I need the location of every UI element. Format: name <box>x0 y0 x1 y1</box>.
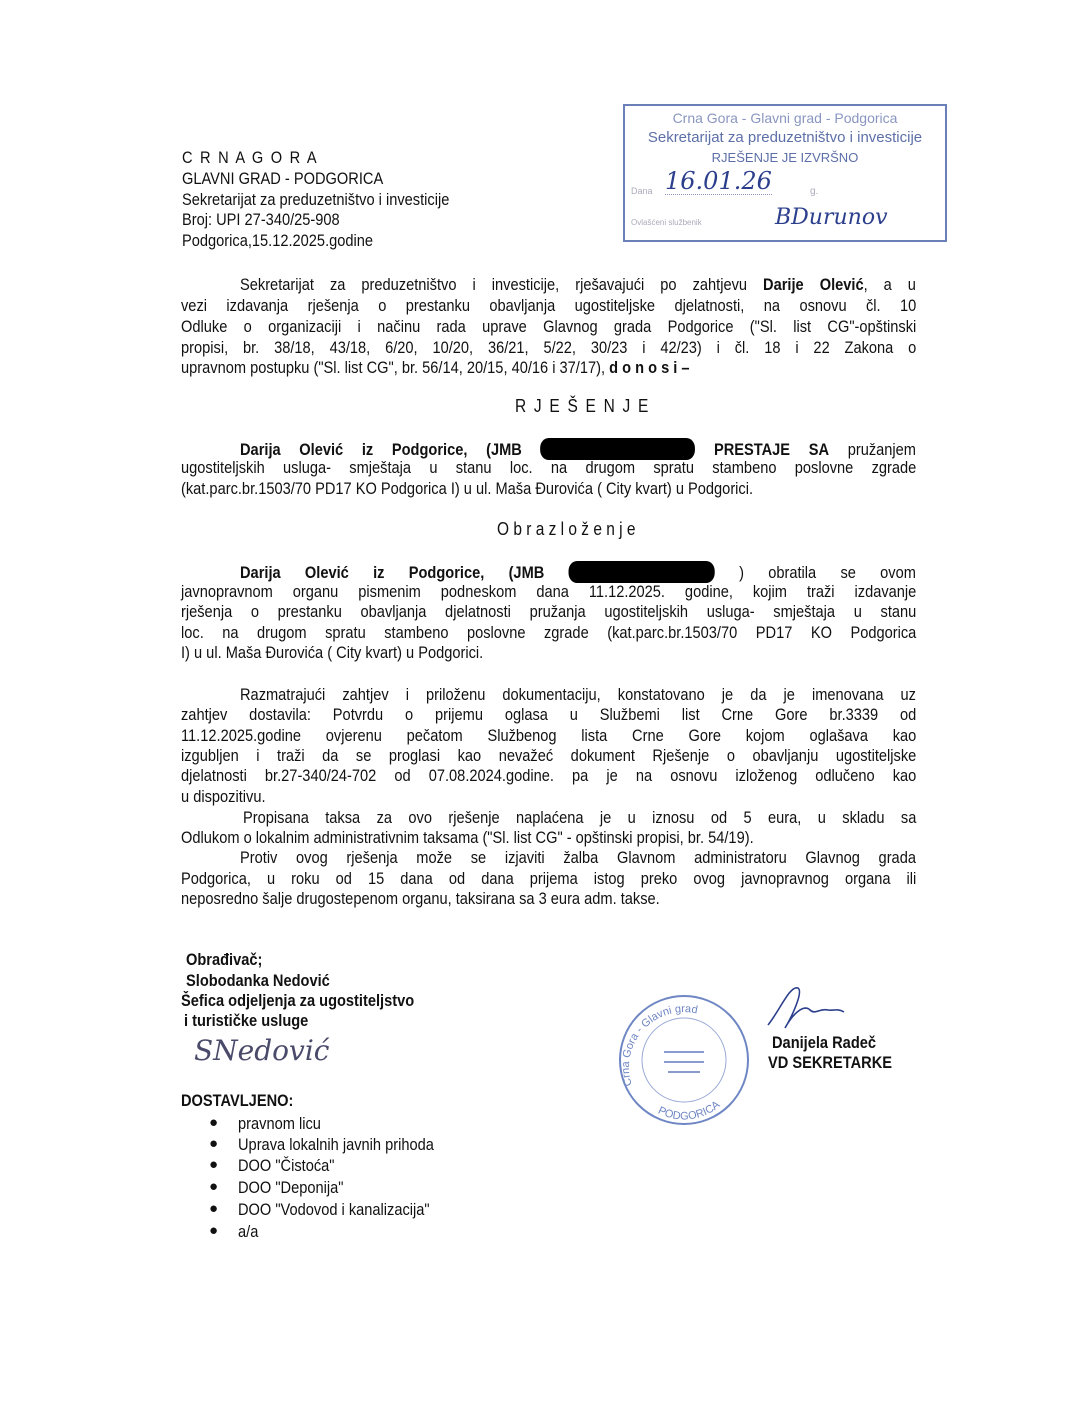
decision-line: ugostiteljskih usluga- smještaja u stanu loc. na drugom spratu stambeno poslovne zgrade <box>181 458 917 477</box>
stamp-date-label: Dana <box>631 186 653 196</box>
reasoning-line: rješenja o prestanku obavljanja djelatnosti pružanja ugostiteljskih usluga- smještaja u stanu <box>181 602 917 621</box>
stamp-line1: Crna Gora - Glavni grad - Podgorica <box>672 110 898 126</box>
redacted-jmb <box>569 561 715 583</box>
reasoning-line: zahtjev dostavila: Potvrdu o prijemu oglasa u Službemi list Crne Gore br.3339 od <box>181 705 917 724</box>
reasoning-line: loc. na drugom spratu stambeno poslovne zgrade (kat.parc.br.1503/70 PD17 KO Podgorica <box>181 623 917 642</box>
reasoning-line: I) u ul. Maša Đurovića ( City kvart) u Podgorici. <box>181 643 484 662</box>
header-number: Broj: UPI 27-340/25-908 <box>182 210 340 229</box>
stamp-signature: BDurunov <box>775 205 888 230</box>
reasoning-line: 11.12.2025.godine ovjerenu pečatom Službenog lista Crne Gore kojom oglašava kao <box>181 726 917 745</box>
list-item: DOO "Vodovod i kanalizacija" <box>238 1200 430 1219</box>
signatory-name: Danijela Radeč <box>772 1033 877 1052</box>
header-place-date: Podgorica,15.12.2025.godine <box>182 231 374 250</box>
reasoning-line: javnopravnom organu pismenim podneskom dana 11.12.2025. godine, kojim traži izdavanje <box>181 582 917 601</box>
executive-stamp <box>623 104 947 242</box>
list-item: Uprava lokalnih javnih prihoda <box>238 1135 434 1154</box>
bullet-icon: ● <box>209 1178 219 1195</box>
stamp-date-suffix: g. <box>810 186 819 197</box>
decision-line: Darija Olević iz Podgorice, (JMB PRESTAJE SA pružanjem <box>240 440 916 459</box>
stamp-signer-label: Ovlašćeni službenik <box>631 218 702 227</box>
intro-line: Sekretarijat za preduzetništvo i investicije, rješavajući po zahtjevu Darije Olević, a u <box>240 275 916 294</box>
delivered-label: DOSTAVLJENO: <box>181 1091 294 1110</box>
list-item: a/a <box>238 1222 259 1241</box>
stamp-date-value: 16.01.26 <box>665 167 772 195</box>
header-office: Sekretarijat za preduzetništvo i investicije <box>182 190 450 209</box>
processor-name: Slobodanka Nedović <box>186 971 330 990</box>
stamp-line3: RJEŠENJE JE IZVRŠNO <box>711 150 859 165</box>
decision-title: R J E Š E N J E <box>515 396 651 416</box>
signatory-signature-icon <box>760 980 850 1030</box>
bullet-icon: ● <box>209 1200 219 1217</box>
processor-signature: SNedović <box>194 1034 330 1067</box>
list-item: pravnom licu <box>238 1114 321 1133</box>
seal-text-bottom: PODGORICA <box>656 1098 723 1123</box>
processor-label: Obrađivač; <box>186 950 263 969</box>
reasoning-line: Odlukom o lokalnim administrativnim taksama ("Sl. list CG" - opštinski propisi, br. 54/19). <box>181 828 754 847</box>
reasoning-line: neposredno šalje drugostepenom organu, taksirana sa 3 eura adm. takse. <box>181 889 660 908</box>
reasoning-line: Protiv ovog rješenja može se izjaviti žalba Glavnom administratoru Glavnog grada <box>240 848 916 867</box>
reasoning-line: u dispozitivu. <box>181 787 266 806</box>
seal-text-top: Crna Gora - Glavni grad <box>619 1003 699 1088</box>
official-seal-icon <box>612 990 762 1135</box>
reasoning-line: djelatnosti br.27-340/24-702 od 07.08.2024.godine. pa je na osnovu izloženog odlučeno kao <box>181 766 917 785</box>
processor-title: Šefica odjeljenja za ugostiteljstvo <box>181 991 415 1010</box>
reasoning-line: izgubljen i traži da se proglasi kao nevažeć dokument Rješenje o obavljanju ugostiteljske <box>181 746 917 765</box>
intro-line: Odluke o organizaciji i načinu rada uprave Glavnog grada Podgorice ("Sl. list CG"-opštinski <box>181 317 917 336</box>
intro-line: propisi, br. 38/18, 43/18, 6/20, 10/20, 36/21, 5/22, 30/23 i 42/23) i čl. 18 i 22 Zakona o <box>181 338 917 357</box>
reasoning-line: Razmatrajući zahtjev i priloženu dokumentaciju, konstatovano je da je imenovana uz <box>240 685 916 704</box>
redacted-jmb <box>540 438 695 460</box>
list-item: DOO "Deponija" <box>238 1178 344 1197</box>
reasoning-line: Propisana taksa za ovo rješenje naplaćena je u iznosu od 5 eura, u skladu sa <box>243 808 917 827</box>
bullet-icon: ● <box>209 1114 219 1131</box>
reasoning-line: Podgorica, u roku od 15 dana od dana prijema istog preko ovog javnopravnog organa ili <box>181 869 917 888</box>
reasoning-line: Darija Olević iz Podgorice, (JMB ) obratila se ovom <box>240 563 916 582</box>
bullet-icon: ● <box>209 1156 219 1173</box>
reasoning-title: O b r a z l o ž e n j e <box>497 519 636 539</box>
signatory-title: VD SEKRETARKE <box>768 1053 893 1072</box>
stamp-line2: Sekretarijat za preduzetništvo i investicije <box>647 129 923 146</box>
bullet-icon: ● <box>209 1135 219 1152</box>
header-city: GLAVNI GRAD - PODGORICA <box>182 169 384 188</box>
bullet-icon: ● <box>209 1222 219 1239</box>
processor-title: i turističke usluge <box>184 1011 309 1030</box>
list-item: DOO "Čistoća" <box>238 1156 335 1175</box>
header-country: C R N A G O R A <box>182 148 319 167</box>
decision-line: (kat.parc.br.1503/70 PD17 KO Podgorica I) u ul. Maša Đurovića ( City kvart) u Podgorici. <box>181 479 754 498</box>
intro-line: vezi izdavanja rješenja o prestanku obavljanja ugostiteljske djelatnosti, na osnovu čl. 10 <box>181 296 917 315</box>
intro-line: upravnom postupku ("Sl. list CG", br. 56/14, 20/15, 40/16 i 37/17), d o n o s i – <box>181 358 690 377</box>
svg-text:Crna Gora - Glavni grad <box>620 1003 699 1087</box>
